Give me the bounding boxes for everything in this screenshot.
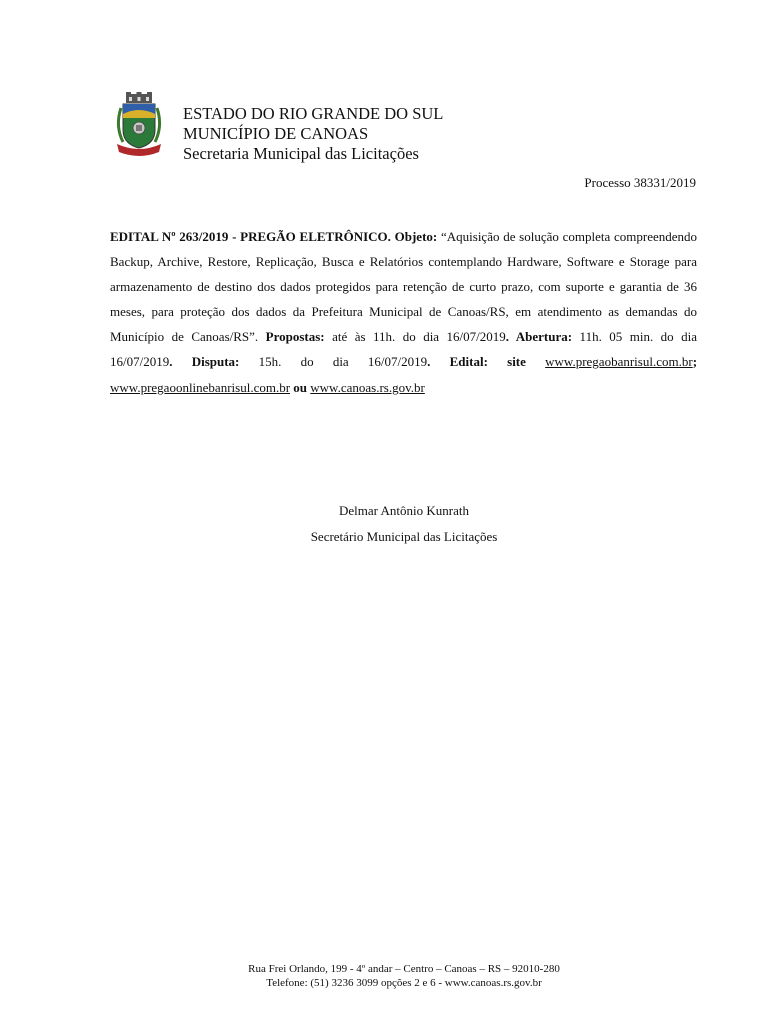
separator-ou: ou	[293, 379, 308, 395]
letterhead	[183, 104, 443, 164]
disputa-text: 15h. do dia 16/07/2019	[258, 354, 428, 370]
signatory-role: Secretário Municipal das Licitações	[310, 529, 498, 544]
edital-title: EDITAL Nº 263/2019 - PREGÃO ELETRÔNICO.	[110, 229, 391, 244]
department-name: Secretaria Municipal das Licitações	[183, 144, 419, 163]
propostas-label: Propostas:	[265, 329, 325, 345]
process-number: Processo 38331/2019	[584, 175, 696, 190]
abertura-label: . Abertura:	[505, 329, 573, 345]
footer-address: Rua Frei Orlando, 199 - 4º andar – Centro – Canoas – RS – 92010-280	[248, 963, 560, 975]
page-footer	[0, 962, 770, 990]
footer-contact: Telefone: (51) 3236 3099 opções 2 e 6 - www.canoas.rs.gov.br	[266, 977, 542, 989]
state-name: ESTADO DO RIO GRANDE DO SUL	[183, 104, 444, 123]
signatory-name: Delmar Antônio Kunrath	[339, 503, 469, 518]
disputa-label: . Disputa:	[169, 354, 240, 370]
objeto-text: “Aquisição de solução completa compreendendo Backup, Archive, Restore, Replicação, Busca e Relatórios contemplando Hardware, Software e Storage para armazenamento de destino dos dados protegidos para retenção de curto prazo, com suporte e garantia de 36 meses, para proteção dos dados da Prefeitura Municipal de Canoas/RS, em atendimento as demandas do Município de Canoas/RS”.	[110, 229, 698, 345]
link-pregaoonlinebanrisul[interactable]: www.pregaoonlinebanrisul.com.br	[110, 379, 291, 395]
municipality-name: MUNICÍPIO DE CANOAS	[183, 124, 369, 143]
objeto-label: Objeto:	[394, 229, 438, 244]
edital-site-label: . Edital: site	[427, 354, 526, 370]
propostas-text: até às 11h. do dia 16/07/2019	[332, 329, 506, 345]
edital-paragraph	[110, 224, 697, 400]
link-pregaobanrisul[interactable]: www.pregaobanrisul.com.br	[545, 354, 693, 370]
abertura-text: 11h. 05 min. do dia 16/07/2019	[110, 329, 698, 370]
canoas-coat-of-arms-logo	[113, 92, 165, 158]
link-canoas[interactable]: www.canoas.rs.gov.br	[310, 379, 425, 395]
separator-semicolon: ;	[692, 354, 698, 370]
